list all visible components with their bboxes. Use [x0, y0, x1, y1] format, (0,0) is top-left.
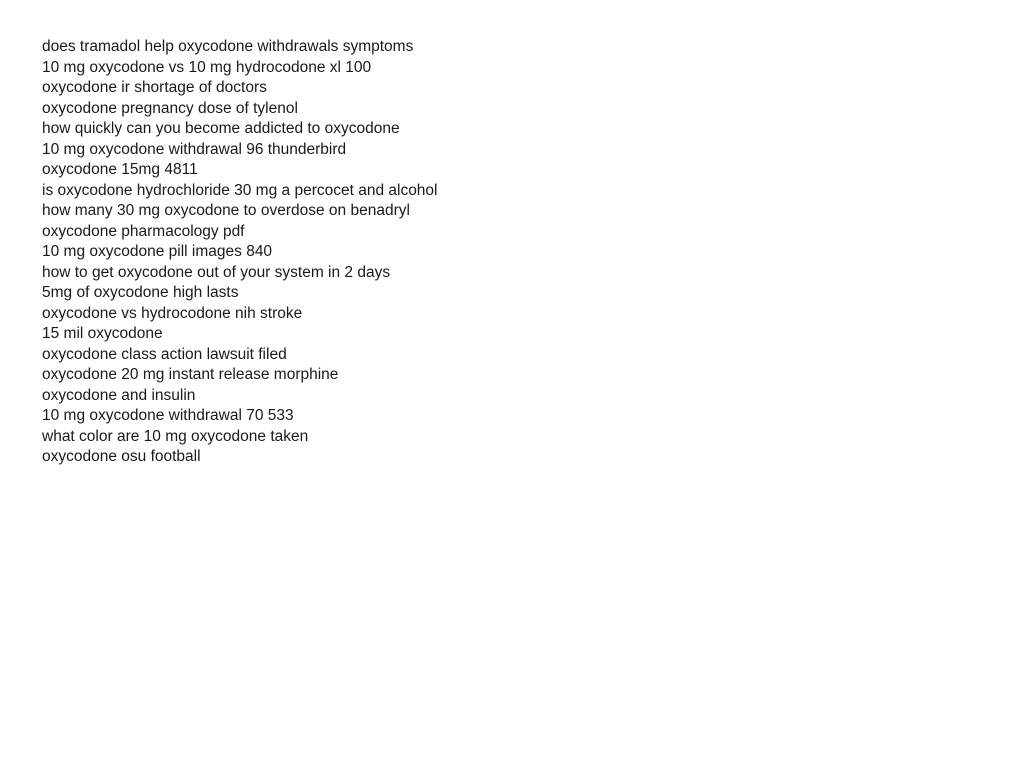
text-line: how to get oxycodone out of your system in 2 days [42, 263, 391, 281]
text-line: oxycodone pregnancy dose of tylenol [42, 99, 298, 117]
text-line: how quickly can you become addicted to oxycodone [42, 120, 400, 137]
text-line: oxycodone and insulin [42, 386, 196, 404]
text-line: oxycodone osu football [42, 448, 201, 465]
text-line: how many 30 mg oxycodone to overdose on benadryl [42, 202, 410, 219]
text-line: oxycodone 20 mg instant release morphine [42, 366, 339, 383]
text-line: 10 mg oxycodone pill images 840 [42, 243, 273, 260]
text-line: oxycodone vs hydrocodone nih stroke [42, 304, 303, 322]
text-line: 10 mg oxycodone withdrawal 70 533 [42, 407, 294, 424]
text-line: oxycodone class action lawsuit filed [42, 345, 287, 363]
text-line: 10 mg oxycodone vs 10 mg hydrocodone xl 100 [42, 58, 372, 76]
text-line: is oxycodone hydrochloride 30 mg a percocet and alcohol [42, 181, 438, 199]
text-line: 10 mg oxycodone withdrawal 96 thunderbird [42, 140, 347, 158]
text-line: 5mg of oxycodone high lasts [42, 284, 239, 301]
text-line: oxycodone pharmacology pdf [42, 222, 245, 240]
text-line: 15 mil oxycodone [42, 325, 163, 342]
text-line: oxycodone ir shortage of doctors [42, 79, 267, 96]
text-line: what color are 10 mg oxycodone taken [42, 427, 309, 445]
text-line: does tramadol help oxycodone withdrawals symptoms [42, 38, 414, 55]
text-line: oxycodone 15mg 4811 [42, 161, 198, 178]
text-line-list [42, 37, 438, 468]
